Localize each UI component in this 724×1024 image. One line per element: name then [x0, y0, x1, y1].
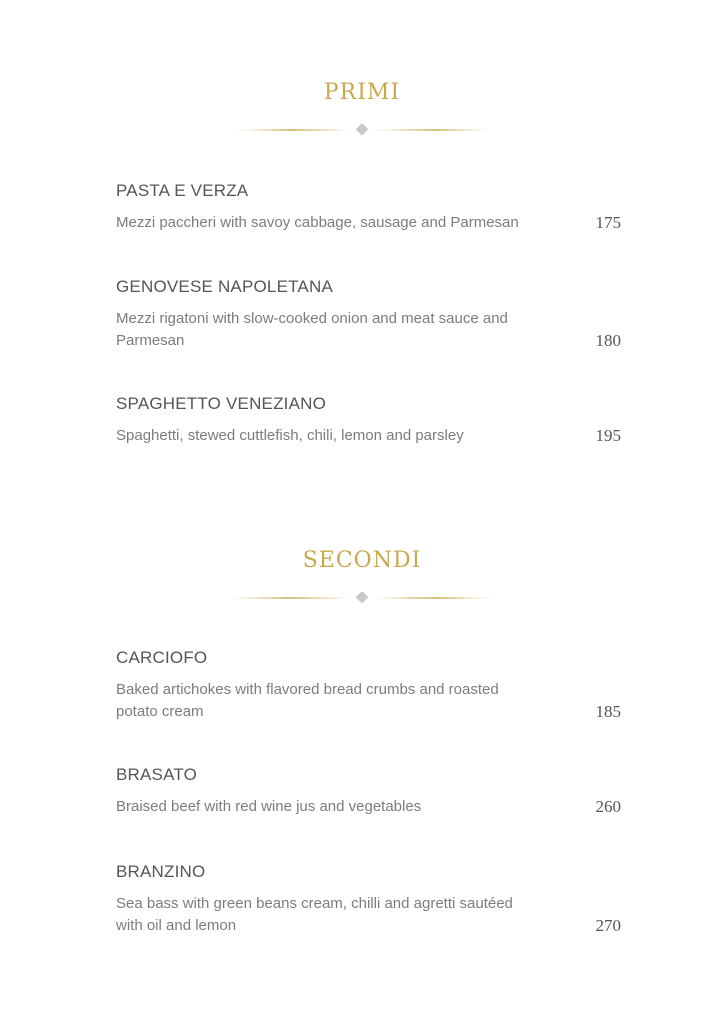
divider-ornament-secondi	[0, 592, 724, 604]
ornament-icon	[222, 592, 502, 604]
item-price: 175	[595, 213, 621, 232]
item-description: Mezzi paccheri with savoy cabbage, sausage and Parmesan	[116, 214, 519, 231]
ornament-icon	[227, 124, 497, 136]
item-description: Braised beef with red wine jus and vegetables	[116, 798, 422, 815]
menu-item-carciofo	[116, 648, 621, 723]
section-title-primi: PRIMI	[323, 80, 401, 105]
item-description: Sea bass with green beans cream, chilli and agretti sautéed with oil and lemon	[116, 895, 513, 934]
item-name: SPAGHETTO VENEZIANO	[116, 394, 327, 413]
item-description: Spaghetti, stewed cuttlefish, chili, lemon and parsley	[116, 427, 464, 444]
item-price: 195	[595, 426, 621, 445]
item-description: Baked artichokes with flavored bread crumbs and roasted potato cream	[116, 681, 499, 720]
menu-item-genovese-napoletana	[116, 277, 621, 352]
item-price: 260	[595, 797, 621, 816]
section-title-secondi: SECONDI	[302, 548, 422, 573]
item-name: CARCIOFO	[116, 648, 208, 667]
item-price: 180	[595, 331, 621, 350]
item-name: GENOVESE NAPOLETANA	[116, 277, 333, 296]
menu-item-brasato	[116, 765, 621, 818]
menu-item-spaghetto-veneziano	[116, 394, 621, 447]
item-name: PASTA E VERZA	[116, 181, 249, 200]
divider-ornament-primi	[0, 124, 724, 136]
item-price: 270	[595, 916, 621, 935]
item-name: BRASATO	[116, 765, 198, 784]
menu-item-pasta-e-verza	[116, 181, 621, 234]
menu-item-branzino	[116, 862, 621, 937]
item-name: BRANZINO	[116, 862, 206, 881]
item-price: 185	[595, 702, 621, 721]
item-description: Mezzi rigatoni with slow-cooked onion and meat sauce and Parmesan	[116, 310, 508, 349]
